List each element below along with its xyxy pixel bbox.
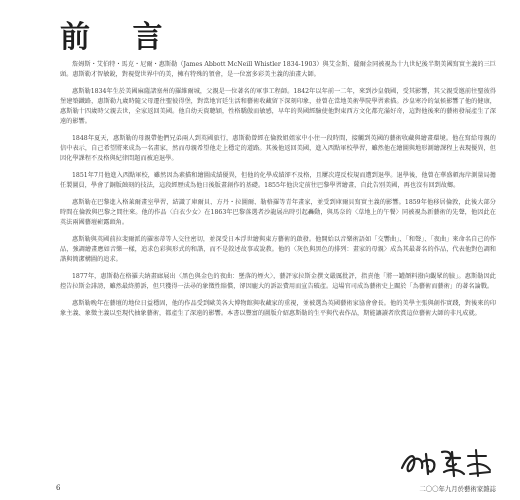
- preface-body: [60, 60, 496, 319]
- page-title: 前 言: [60, 20, 179, 55]
- page-number: 6: [56, 484, 61, 492]
- paragraph: 惠斯勒在巴黎進入格萊爾畫室學習，結識了庫爾貝、方丹・拉圖爾、勒格羅等青年畫家，並受到庫爾貝寫實主義的影響。1859年他移居倫敦，此後大部分時間在倫敦與巴黎之間往來。他的作品〈白衣少女〉在1863年巴黎落選者沙龍展出時引起轟動，與馬奈的〈草地上的午餐〉同被視為新藝術的先聲，他因此在英法兩國藝壇嶄露頭角。: [60, 199, 496, 226]
- paragraph: 惠斯勒1834年生於美國麻薩諸塞州的羅維爾城，父親是一位著名的軍事工程師。1842年以年前一二年，來到沙皇俄國，受其影響，其父親受邀前往聖彼得堡建築鐵路，惠斯勒九歲時隨父母遷往聖彼得堡，對當地宮廷生活和藝術收藏留下深刻印象，並曾在當地美術學院學習素描。沙皇寒冷的氣候影響了他的健康，惠斯勒十四歲時父親去世，全家返回美國。他自幼天資聰穎，性格驕傲而敏感，早年的異國經驗使他對東西方文化都充滿好奇，這對他後來的藝術發展產生了深遠的影響。: [60, 88, 496, 125]
- paragraph: 惠斯勒與英國前拉斐爾派的羅塞蒂等人交往密切，並深受日本浮世繪與東方藝術的啟發。他開始以音樂術語如「交響曲」、「和聲」、「夜曲」來命名自己的作品，強調繪畫應如音樂一樣，追求色彩與形式的和諧，而不是敘述故事或說教。他的〈灰色與黑色的排列：畫家的母親〉成為其最著名的作品，代表他對色調和諧與簡潔構圖的追求。: [60, 236, 496, 263]
- signature-date-line: 二〇〇年九月於藝術家雜誌: [419, 485, 496, 493]
- paragraph: 詹姆斯・艾伯特・馬克・尼爾・惠斯勒（James Abbott McNeill Whistler 1834-1903）與艾金斯、薩爾金同被視為十九世紀後半期美國寫實主義的三巨頭。惠斯勒才智敏銳，對視覺世界中的美，擁有特殊的領會，是一位富多彩美主義的油畫大師。: [60, 61, 496, 78]
- paragraph: 1851年7月他進入西點軍校，雖然因為素描和繪圖成績優異，但他的化學成績卻不及格，且屢次違反校規而遭到退學。退學後，他曾在華盛頓海岸測量局擔任製圖員，學會了銅版蝕刻的技法，這段經歷成為他日後版畫創作的基礎。1855年他決定前往巴黎學習繪畫，自此告別美國，再也沒有回到故鄉。: [60, 172, 496, 189]
- paragraph: 惠斯勒晚年在藝壇的地位日益穩固，他的作品受到歐美各大博物館與收藏家的重視，並被選為英國藝術家協會會長。他的美學主張與創作實踐，對後來的印象主義、象徵主義以至現代抽象藝術，都產生了深遠的影響。本書以豐富的圖版介紹惠斯勒的生平與代表作品，期能讓讀者欣賞這位藝術大師的非凡成就。: [60, 300, 496, 317]
- paragraph: 1848年夏天，惠斯勒的母親帶他們兄弟兩人到英國旅行，惠斯勒曾經在倫敦姐姐家中小住一段時間，接觸到英國的藝術收藏與繪畫環境。他在寫給母親的信中表示，自己希望將來成為一名畫家，然而母親希望他走上穩定的道路。其後他返回美國，進入西點軍校學習，雖然他在繪圖與地形測繪課程上表現優異，但因化學課程不及格與紀律問題而被迫退學。: [60, 135, 496, 162]
- paragraph: 1877年，惠斯勒在格羅夫納畫廊展出〈黑色與金色的夜曲：墜落的煙火〉，藝評家拉斯金撰文嚴厲批評，指責他「將一罐顏料潑向觀眾的臉」。惠斯勒因此控告拉斯金誹謗，雖然最終勝訴，但只獲得一法尋的象徵性賠償，卻因龐大的訴訟費用而宣告破產。這場官司成為藝術史上關於「為藝術而藝術」的著名論戰。: [60, 273, 496, 290]
- handwritten-signature: [398, 446, 498, 480]
